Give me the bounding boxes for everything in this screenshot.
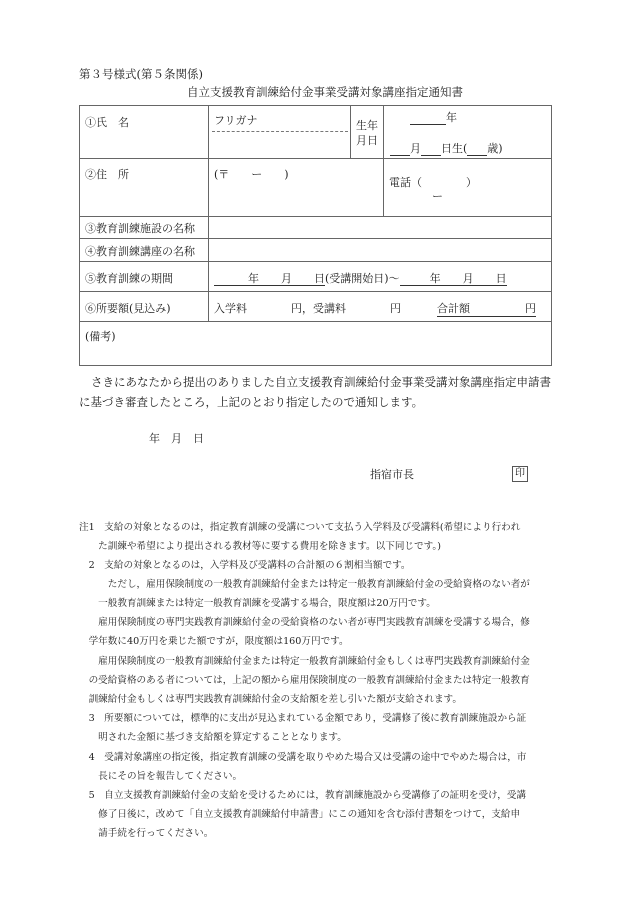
total-field[interactable]: 合計額 円 (437, 302, 536, 315)
course-label: ④教育訓練講座の名称 (85, 245, 195, 258)
birth-date-label (356, 118, 378, 148)
age-suffix: 歳) (487, 142, 503, 155)
furigana-label: フリガナ (214, 114, 258, 127)
birth-month-suffix: 月 (410, 142, 421, 155)
issue-date: 年 月 日 (149, 432, 204, 445)
row-divider (80, 216, 551, 217)
note-line: の受給資格のある者については，上記の額から雇用保険制度の一般教育訓練給付金または特定一般教育 (79, 675, 530, 686)
column-divider (383, 106, 384, 216)
note-line: 4 受講対象講座の指定後，指定教育訓練の受講を取りやめた場合又は受講の途中でやめた場合は，市 (79, 752, 527, 763)
note-line: 訓練給付金もしくは専門実践教育訓練給付金の支給額を差し引いた額が支給されます。 (79, 694, 462, 705)
birth-label-line1: 生年 (356, 119, 378, 132)
phone-dash: ー (432, 190, 443, 203)
birth-label-line2: 月日 (356, 134, 378, 147)
note-line: 明された金額に基づき支給額を算定することとなります。 (79, 732, 347, 743)
period-end: 年 月 日 (400, 272, 507, 286)
note-line: た訓練や希望により提出される教材等に要する費用を除きます。以下同じです。) (79, 541, 441, 552)
birth-year[interactable] (410, 109, 457, 125)
course-field[interactable] (212, 241, 548, 259)
column-divider (350, 106, 351, 158)
name-label: ①氏 名 (85, 116, 129, 129)
note-line: 3 所要額については，標準的に支出が見込まれている金額であり，受講修了後に教育訓練施設から証 (79, 713, 527, 724)
phone-label: 電話（ ） (389, 176, 477, 189)
facility-field[interactable] (212, 218, 548, 236)
note-line: 請手続を行ってください。 (79, 828, 214, 839)
name-field[interactable] (214, 136, 348, 154)
note-line: 学年数に40万円を乗じた額ですが，限度額は160万円です。 (79, 636, 349, 647)
note-line: 5 自立支援教育訓練給付金の支給を受けるためには，教育訓練施設から受講修了の証明を受け，受講 (79, 790, 527, 801)
address-field[interactable] (214, 166, 380, 212)
document-title: 自立支援教育訓練給付金事業受講対象講座指定通知書 (187, 85, 463, 99)
remarks-field[interactable] (140, 326, 540, 362)
note-line: 修了日後に，改めて「自立支援教育訓練給付申請書」にこの通知を含む添付書類をつけて，支給申 (79, 809, 521, 820)
fee-field[interactable]: 入学料 円，受講料 円 (214, 302, 401, 315)
row-divider (80, 321, 551, 322)
application-table (79, 105, 552, 366)
remarks-label: (備考) (85, 330, 116, 343)
birth-day-suffix: 日生( (441, 142, 468, 155)
note-line: 注1 支給の対象となるのは，指定教育訓練の受講について支払う入学料及び受講料(希望により行われ (79, 522, 521, 533)
postal-code: (〒 ー ) (214, 168, 289, 181)
birth-year-suffix: 年 (446, 111, 457, 124)
note-line: 一般教育訓練または特定一般教育訓練を受講する場合，限度額は20万円です。 (79, 598, 436, 609)
birth-year-blank (410, 113, 446, 125)
furigana-separator (212, 131, 348, 132)
row-divider (80, 261, 551, 262)
note-line: 雇用保険制度の一般教育訓練給付金または特定一般教育訓練給付金もしくは専門実践教育訓練給付金 (79, 656, 530, 667)
note-line: 長にその旨を報告してください。 (79, 771, 243, 782)
note-line: ただし，雇用保険制度の一般教育訓練給付金または特定一般教育訓練給付金の受給資格のない者が (79, 579, 530, 590)
facility-label: ③教育訓練施設の名称 (85, 222, 195, 235)
age-blank (467, 144, 487, 156)
row-divider (80, 291, 551, 292)
note-line: 2 支給の対象となるのは，入学料及び受講料の合計額の６割相当額です。 (79, 560, 411, 571)
period-label: ⑤教育訓練の期間 (85, 272, 173, 285)
birth-day-blank (421, 144, 441, 156)
birth-month-day[interactable] (390, 140, 503, 156)
seal-stamp: 印 (512, 466, 528, 482)
birth-month-blank (390, 144, 410, 156)
form-number: 第３号様式(第５条関係) (79, 67, 203, 81)
period-field[interactable] (214, 270, 507, 286)
row-divider (80, 238, 551, 239)
note-line: 雇用保険制度の専門実践教育訓練給付金の受給資格のない者が専門実践教育訓練を受講する場合，修 (79, 617, 530, 628)
period-start: 年 月 日 (214, 272, 325, 286)
issuer-title: 指宿市長 (370, 468, 414, 481)
address-label: ②住 所 (85, 168, 129, 181)
row-divider (80, 158, 551, 159)
notice-text: さきにあなたから提出のありました自立支援教育訓練給付金事業受講対象講座指定申請書に基づき審査したところ，上記のとおり指定したので通知します。 (79, 375, 551, 409)
period-start-note: (受講開始日)～ (325, 272, 400, 285)
cost-label: ⑥所要額(見込み) (85, 302, 171, 315)
column-divider (208, 106, 209, 321)
